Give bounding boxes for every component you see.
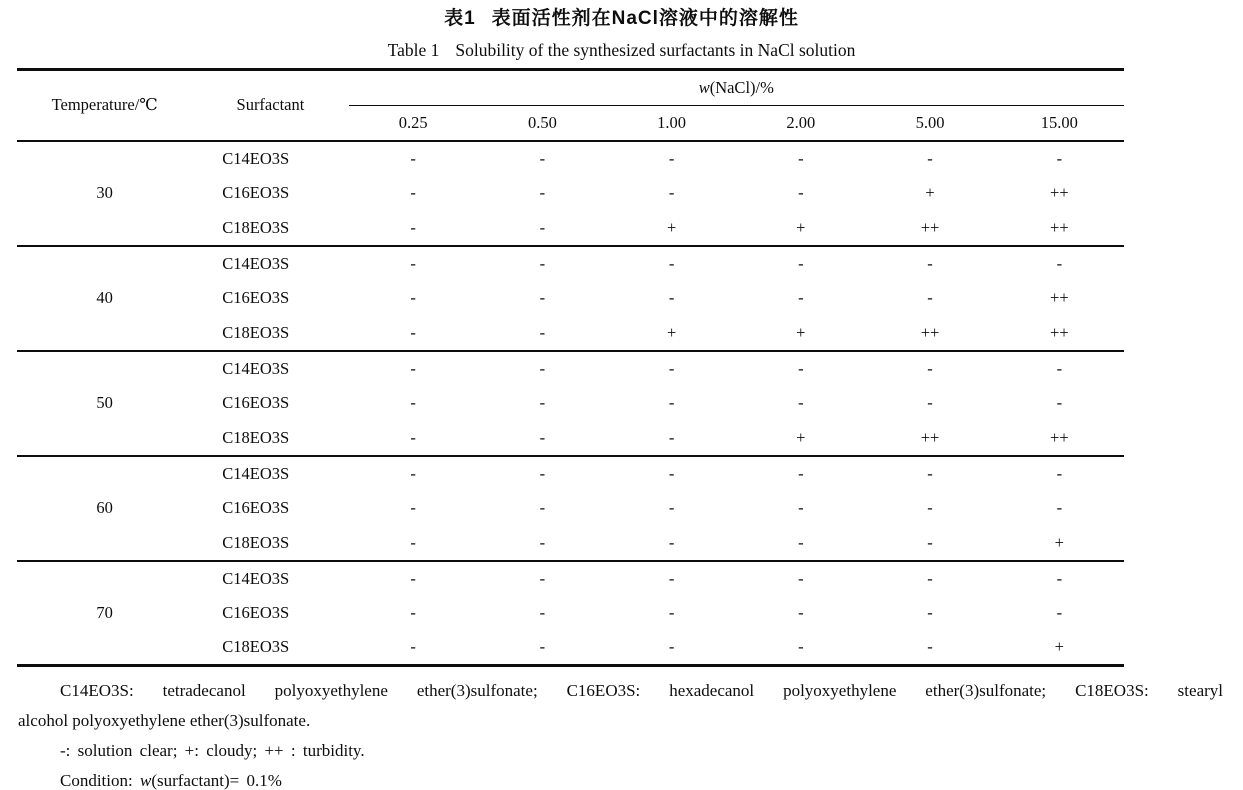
solubility-table [17,68,1124,667]
temperature-cell: 50 [17,351,192,456]
value-cell: - [1056,148,1063,168]
value-cell: - [798,288,804,307]
value-cell: - [668,603,675,622]
value-cell: - [927,498,933,517]
value-cell: - [927,568,933,588]
footnote-condition-rest: (surfactant)= 0.1% [151,771,282,790]
surfactant-cell: C18EO3S [192,316,348,351]
surfactant-cell: C14EO3S [222,253,290,273]
value-cell: - [798,393,804,412]
value-cell: - [1056,463,1063,483]
value-cell: - [668,253,675,273]
table-number-en: Table 1 [387,40,440,60]
surfactant-cell: C14EO3S [222,358,290,378]
value-cell: - [607,526,736,561]
value-cell: - [668,288,675,307]
footnote-definitions-line1: C14EO3S: tetradecanol polyoxyethylene ether(3)sulfonate; C16EO3S: hexadecanol polyoxyethylene ether(3)sulfonate; C18EO3S: stearyl [60,681,1223,700]
header-nacl-w: w [698,78,710,97]
table-title-en [0,39,1243,61]
table-row [17,561,1124,596]
surfactant-cell: C18EO3S [192,421,348,456]
value-cell: - [668,148,675,168]
value-cell: - [1056,253,1063,273]
value-cell: - [798,568,804,588]
value-cell: - [927,253,933,273]
value-cell: - [927,148,933,168]
surfactant-cell: C16EO3S [222,288,290,307]
surfactant-cell: C14EO3S [222,568,290,588]
value-cell: - [539,183,546,202]
footnote-condition-w: w [139,771,152,790]
footnote-definitions-line2: alcohol polyoxyethylene ether(3)sulfonate. [18,711,311,730]
table-footnotes [18,676,1223,790]
value-cell: - [349,526,478,561]
value-cell: - [539,358,546,378]
header-nacl-level: 5.00 [865,106,994,141]
value-cell: - [410,148,416,168]
value-cell: - [410,183,416,202]
value-cell: - [478,526,607,561]
header-nacl-rest: (NaCl)/% [709,78,774,97]
value-cell: - [539,253,546,273]
value-cell: - [539,568,546,588]
header-surfactant: Surfactant [192,70,348,141]
value-cell: - [668,637,675,657]
value-cell: - [478,316,607,351]
value-cell: - [539,603,546,622]
surfactant-cell: C16EO3S [222,603,290,622]
value-cell: - [927,463,933,483]
surfactant-cell: C18EO3S [192,526,348,561]
value-cell: ++ [865,316,994,351]
value-cell: - [1056,393,1063,412]
value-cell: ++ [995,211,1124,246]
value-cell: - [349,316,478,351]
header-nacl-level: 1.00 [607,106,736,141]
table-title-en-text: Solubility of the synthesized surfactants in NaCl solution [455,40,856,60]
value-cell: - [798,637,804,657]
footnote-symbols: -: solution clear; +: cloudy; ++ : turbidity. [60,741,365,760]
table-title-zh [0,0,1243,31]
table-title-zh-text: 表面活性剂在NaCl溶液中的溶解性 [491,8,799,29]
value-cell: - [1056,358,1063,378]
value-cell: - [410,253,416,273]
value-cell: - [668,183,675,202]
value-cell: - [539,637,546,657]
surfactant-cell: C16EO3S [222,393,290,412]
value-cell: + [925,183,935,202]
value-cell: - [927,637,933,657]
value-cell: - [798,498,804,517]
value-cell: - [607,421,736,456]
value-cell: - [1056,568,1063,588]
value-cell: - [865,526,994,561]
value-cell: - [410,498,416,517]
value-cell: ++ [995,421,1124,456]
temperature-cell: 40 [17,246,192,351]
footnote-definitions [18,676,1223,736]
value-cell: - [798,253,804,273]
value-cell: - [539,498,546,517]
surfactant-cell: C18EO3S [192,211,348,246]
value-cell: - [1056,603,1063,622]
value-cell: ++ [865,211,994,246]
value-cell: - [927,603,933,622]
value-cell: - [539,288,546,307]
value-cell: - [410,288,416,307]
surfactant-cell: C16EO3S [222,183,290,202]
value-cell: - [349,211,478,246]
value-cell: + [1054,637,1064,657]
value-cell: - [410,463,416,483]
surfactant-cell: C18EO3S [222,637,290,657]
header-nacl-level: 15.00 [995,106,1124,141]
value-cell: - [668,393,675,412]
value-cell: + [736,211,865,246]
table-row [17,246,1124,281]
value-cell: - [798,358,804,378]
table-row [17,141,1124,176]
temperature-cell: 30 [17,141,192,246]
value-cell: - [478,211,607,246]
value-cell: - [539,148,546,168]
value-cell: ++ [995,316,1124,351]
value-cell: - [927,393,933,412]
temperature-cell: 60 [17,456,192,561]
temperature-cell: 70 [96,602,113,622]
value-cell: - [668,568,675,588]
surfactant-cell: C14EO3S [222,463,290,483]
value-cell: ++ [865,421,994,456]
value-cell: - [668,498,675,517]
table-number-zh: 表1 [444,8,476,29]
value-cell: + [995,526,1124,561]
footnote-condition-label: Condition: [60,771,140,790]
value-cell: - [349,421,478,456]
value-cell: - [798,603,804,622]
value-cell: - [410,603,416,622]
value-cell: - [539,463,546,483]
value-cell: ++ [1050,183,1069,202]
table-row [17,456,1124,491]
value-cell: + [736,316,865,351]
header-nacl-level: 2.00 [736,106,865,141]
header-temperature: Temperature/℃ [17,70,192,141]
value-cell: - [798,148,804,168]
value-cell: - [410,568,416,588]
header-nacl-level: 0.25 [349,106,478,141]
header-nacl-group [349,70,1124,106]
value-cell: - [1056,498,1063,517]
value-cell: - [668,358,675,378]
value-cell: + [607,316,736,351]
table-row [17,351,1124,386]
surfactant-cell: C14EO3S [222,148,290,168]
value-cell: - [798,183,804,202]
value-cell: + [607,211,736,246]
header-nacl-level: 0.50 [478,106,607,141]
value-cell: - [736,526,865,561]
footnote-condition [18,766,1223,790]
surfactant-cell: C16EO3S [222,498,290,517]
value-cell: - [927,288,933,307]
value-cell: - [410,358,416,378]
value-cell: - [798,463,804,483]
value-cell: - [539,393,546,412]
value-cell: - [668,463,675,483]
value-cell: + [736,421,865,456]
value-cell: - [927,358,933,378]
header-row-top [17,70,1124,106]
value-cell: - [410,637,416,657]
value-cell: - [478,421,607,456]
value-cell: - [410,393,416,412]
value-cell: ++ [1050,288,1069,307]
